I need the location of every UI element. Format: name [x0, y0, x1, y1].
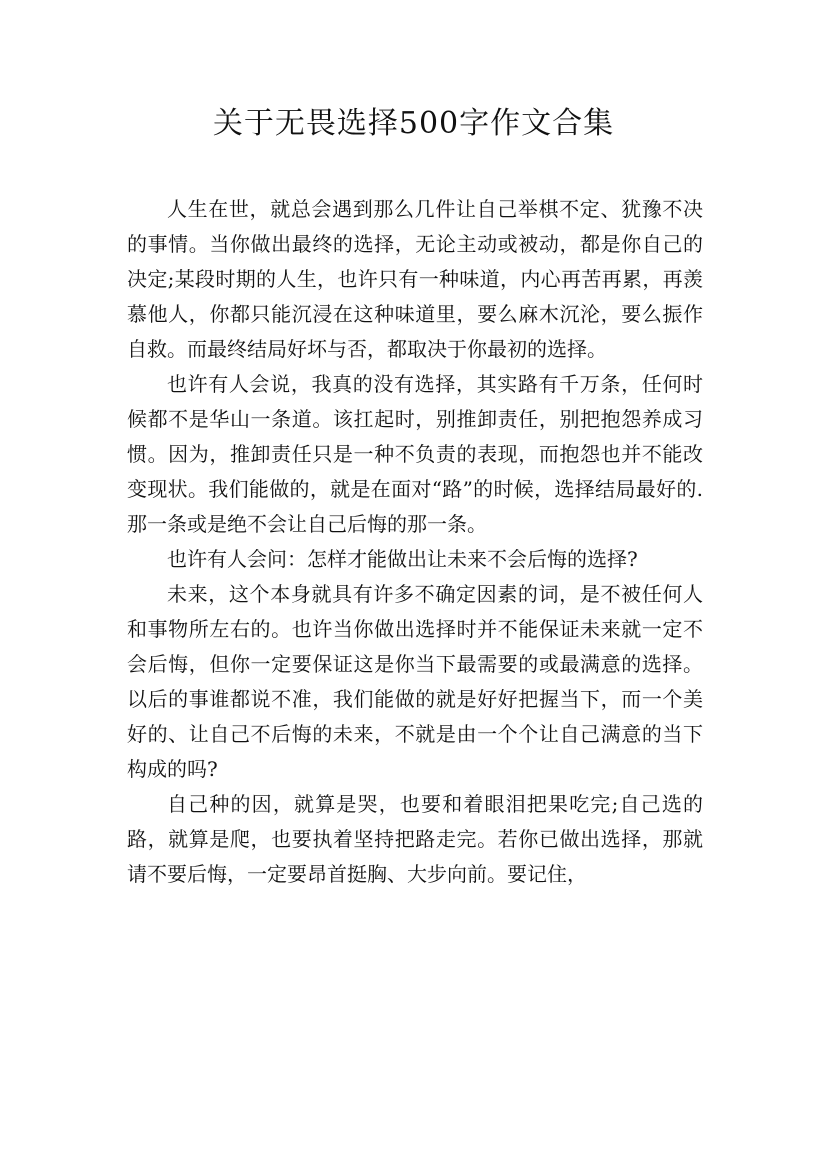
- paragraph: 人生在世，就总会遇到那么几件让自己举棋不定、犹豫不决的事情。当你做出最终的选择，无论主动或被动，都是你自己的决定;某段时期的人生，也许只有一种味道，内心再苦再累，再羡慕他人，你都只能沉浸在这种味道里，要么麻木沉沦，要么振作自救。而最终结局好坏与否，都取决于你最初的选择。: [127, 197, 703, 361]
- document-title: 关于无畏选择500字作文合集: [212, 106, 615, 141]
- paragraph: 自己种的因，就算是哭，也要和着眼泪把果吃完;自己选的路，就算是爬，也要执着坚持把路走完。若你已做出选择，那就请不要后悔，一定要昂首挺胸、大步向前。要记住，: [127, 792, 703, 886]
- document-body: [127, 192, 703, 892]
- paragraph: 未来，这个本身就具有许多不确定因素的词，是不被任何人和事物所左右的。也许当你做出选择时并不能保证未来就一定不会后悔，但你一定要保证这是你当下最需要的或最满意的选择。以后的事谁都说不准，我们能做的就是好好把握当下，而一个美好的、让自己不后悔的未来，不就是由一个个让自己满意的当下构成的吗?: [127, 582, 703, 781]
- paragraph: 也许有人会说，我真的没有选择，其实路有千万条，任何时候都不是华山一条道。该扛起时，别推卸责任，别把抱怨养成习惯。因为，推卸责任只是一种不负责的表现，而抱怨也并不能改变现状。我们能做的，就是在面对“路”的时候，选择结局最好的.那一条或是绝不会让自己后悔的那一条。: [127, 372, 703, 536]
- paragraph: 也许有人会问：怎样才能做出让未来不会后悔的选择?: [167, 547, 638, 571]
